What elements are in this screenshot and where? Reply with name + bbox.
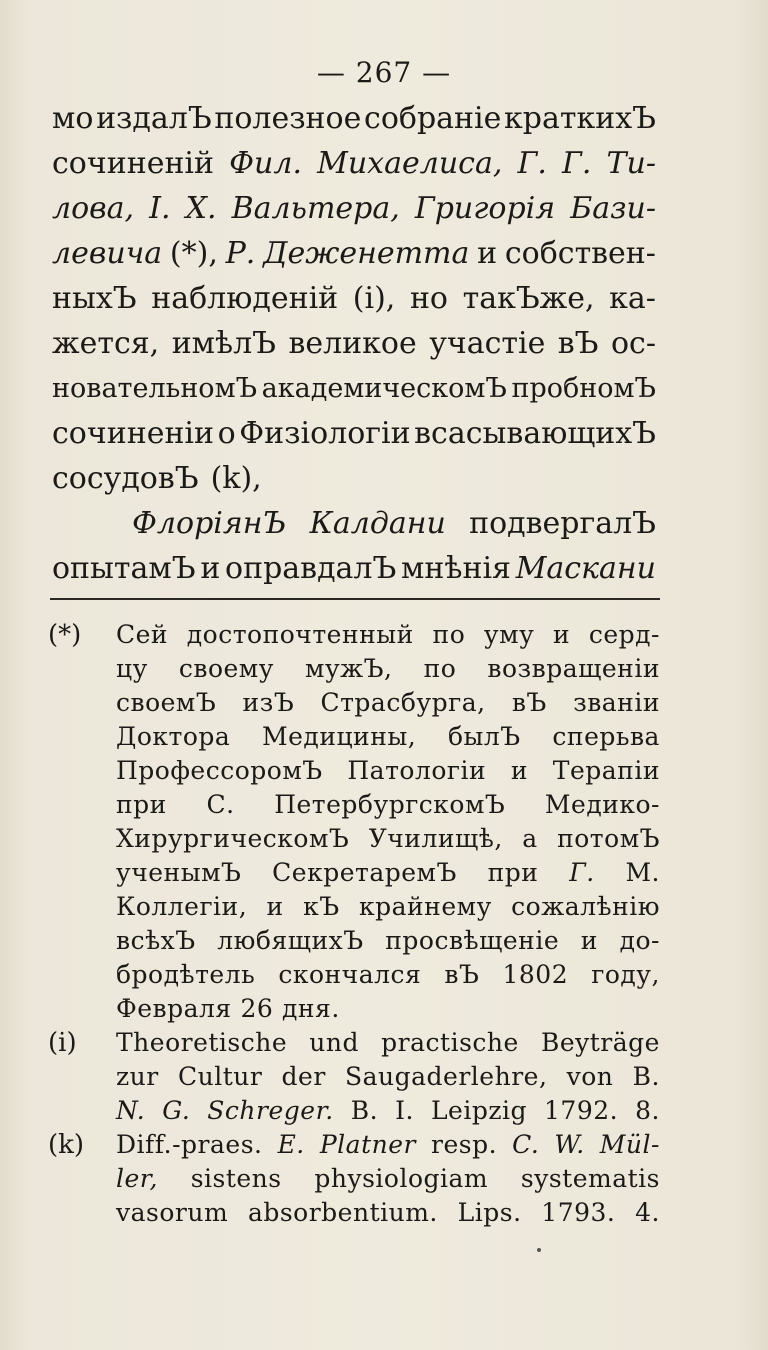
word: сожалѣнію — [511, 892, 660, 921]
word: Страсбурга, — [320, 688, 486, 717]
word: Григорія — [414, 191, 556, 226]
word: новательномЪ — [52, 373, 258, 404]
word: по — [432, 620, 466, 649]
word: подвергалЪ — [469, 506, 656, 541]
word: zur — [116, 1062, 159, 1091]
word: Калдани — [309, 506, 446, 541]
word: Ти- — [606, 146, 656, 181]
word: имѣлЪ — [171, 326, 276, 361]
word: потомЪ — [557, 824, 660, 853]
word: (i), — [352, 281, 396, 316]
word: W. — [554, 1130, 585, 1159]
word: von — [566, 1062, 614, 1091]
word: и — [510, 756, 529, 785]
text-line — [52, 141, 656, 186]
main-text — [52, 96, 656, 591]
word: своему — [178, 654, 274, 683]
word: Saugaderlehre, — [345, 1062, 548, 1091]
word: physiologiam — [314, 1164, 489, 1193]
text-line — [52, 501, 656, 546]
word: дня. — [282, 994, 340, 1023]
word: сочиненіи — [52, 416, 215, 451]
word: наблюденій — [151, 281, 339, 316]
word: и — [200, 551, 221, 586]
word: скончался — [278, 960, 422, 989]
word: по — [423, 654, 457, 683]
word: B. — [350, 1096, 379, 1125]
word: всасывающихЪ — [414, 416, 656, 451]
word: Февраля — [116, 994, 232, 1023]
word: такЪже, — [462, 281, 595, 316]
word: ка- — [609, 281, 656, 316]
word: до- — [619, 926, 660, 955]
word: ПрофессоромЪ — [116, 756, 323, 785]
word: просвѣщеніе — [385, 926, 560, 955]
page-number: — 267 — — [316, 56, 452, 89]
footnote-line — [116, 856, 660, 890]
word: vasorum — [116, 1198, 229, 1227]
word: кЪ — [303, 892, 340, 921]
word: ныхЪ — [52, 281, 137, 316]
word: сосудовЪ — [52, 461, 199, 496]
word: и — [477, 236, 498, 271]
word: sistens — [190, 1164, 282, 1193]
footnote-line — [116, 1026, 660, 1060]
footnote-line — [116, 1128, 660, 1162]
footnote-mark: (i) — [48, 1028, 77, 1058]
word: цу — [116, 654, 148, 683]
word: ПетербургскомЪ — [274, 790, 506, 819]
word: полезное — [214, 101, 362, 136]
word: Физіологіи — [239, 416, 411, 451]
word: крайнему — [358, 892, 492, 921]
word: 4. — [635, 1198, 660, 1227]
text-line — [52, 546, 656, 591]
word: мо — [52, 101, 94, 136]
text-line — [52, 411, 656, 456]
word: вЪ — [511, 688, 547, 717]
footnote-line — [116, 890, 660, 924]
word: СекретаремЪ — [272, 858, 457, 887]
word: жется, — [52, 326, 160, 361]
word: сперьва — [552, 722, 660, 751]
word: 1793. — [541, 1198, 616, 1227]
word: I. — [395, 1096, 414, 1125]
word: Терапіи — [552, 756, 660, 785]
footnote-line — [116, 1094, 660, 1128]
word: 1802 — [502, 960, 569, 989]
word: собствен- — [504, 236, 656, 271]
footnote-line — [116, 958, 660, 992]
word: о — [217, 416, 236, 451]
word: Platner — [319, 1130, 416, 1159]
word: изЪ — [242, 688, 295, 717]
word: Деженетта — [263, 236, 470, 271]
word: лова, — [52, 191, 135, 226]
word: краткихЪ — [504, 101, 656, 136]
word: ФлоріянЪ — [132, 506, 287, 541]
footnote-mark: (*) — [48, 620, 82, 650]
word: (k), — [210, 461, 262, 496]
footnote-line — [116, 686, 660, 720]
word: Г. — [562, 146, 592, 181]
word: любящихЪ — [217, 926, 364, 955]
word: Schreger. — [207, 1096, 334, 1125]
word: ler, — [116, 1164, 158, 1193]
footnote-body — [116, 618, 660, 1026]
word: былЪ — [447, 722, 521, 751]
word: Г. — [569, 858, 595, 887]
word: году, — [591, 960, 660, 989]
word: ос- — [611, 326, 656, 361]
footnote-line — [116, 652, 660, 686]
word: und — [309, 1028, 360, 1057]
word: мнѣнія — [401, 551, 511, 586]
footnote-mark: (k) — [48, 1130, 85, 1160]
word: издалЪ — [96, 101, 212, 136]
word: Х. — [185, 191, 217, 226]
word: сочиненій — [52, 146, 215, 181]
footnote-line — [116, 754, 660, 788]
word: вЪ — [557, 326, 599, 361]
word: B. — [632, 1062, 660, 1091]
text-line — [52, 186, 656, 231]
word: ученымЪ — [116, 858, 242, 887]
word: при — [116, 790, 167, 819]
word: Lips. — [457, 1198, 522, 1227]
word: absorbentium. — [247, 1198, 438, 1227]
footnote-line — [116, 1196, 660, 1230]
footnote-line — [116, 822, 660, 856]
word: М. — [625, 858, 660, 887]
word: и — [266, 892, 284, 921]
word: бродѣтель — [116, 960, 256, 989]
word: der — [281, 1062, 326, 1091]
word: Leipzig — [430, 1096, 528, 1125]
footnote-line — [116, 788, 660, 822]
footnote-line — [116, 1060, 660, 1094]
word: 26 — [240, 994, 274, 1023]
word: собраніе — [364, 101, 502, 136]
footnote-body — [116, 1026, 660, 1128]
text-line — [52, 96, 656, 141]
word: Коллегіи, — [116, 892, 248, 921]
word: Г. — [517, 146, 547, 181]
word: мужЪ, — [305, 654, 393, 683]
word: уму — [483, 620, 535, 649]
word: всѣхЪ — [116, 926, 196, 955]
word: Вальтера, — [231, 191, 400, 226]
word: Бази- — [570, 191, 656, 226]
word: practische — [381, 1028, 519, 1057]
word: І. — [149, 191, 171, 226]
word: 8. — [635, 1096, 660, 1125]
word: Училищѣ, — [368, 824, 503, 853]
word: Diff.-praes. — [116, 1130, 263, 1159]
word: N. — [116, 1096, 146, 1125]
word: Михаелиса, — [317, 146, 503, 181]
footnote-line — [116, 992, 660, 1026]
word: Beyträge — [540, 1028, 660, 1057]
footnote-line — [116, 924, 660, 958]
word: возвращеніи — [487, 654, 660, 683]
word: своемЪ — [116, 688, 217, 717]
word: Р. — [225, 236, 256, 271]
word: великое — [288, 326, 417, 361]
word: E. — [277, 1130, 305, 1159]
text-line — [52, 276, 656, 321]
word: Патологіи — [347, 756, 487, 785]
text-line — [52, 366, 656, 411]
word: опытамЪ — [52, 551, 196, 586]
word: ХирургическомЪ — [116, 824, 350, 853]
footnote-line — [116, 720, 660, 754]
word: C. — [512, 1130, 540, 1159]
footnote-k — [48, 1128, 660, 1230]
text-line — [52, 321, 656, 366]
word: 1792. — [544, 1096, 619, 1125]
word: Доктора — [116, 722, 231, 751]
word: systematis — [520, 1164, 660, 1193]
footnote-body — [116, 1128, 660, 1230]
word: левича — [52, 236, 163, 271]
word: а — [522, 824, 538, 853]
word: Маскани — [515, 551, 656, 586]
word: вЪ — [444, 960, 480, 989]
footnote-divider — [50, 598, 660, 600]
word: Сей — [116, 620, 169, 649]
footnote-line — [116, 618, 660, 652]
word: (*), — [169, 236, 218, 271]
footnote-star — [48, 618, 660, 1026]
word: Theoretische — [116, 1028, 288, 1057]
word: С. — [206, 790, 235, 819]
word: оправдалЪ — [225, 551, 397, 586]
word: Cultur — [177, 1062, 263, 1091]
word: серд- — [588, 620, 660, 649]
word: но — [409, 281, 448, 316]
footnote-line — [116, 1162, 660, 1196]
word: при — [487, 858, 539, 887]
text-line — [52, 456, 656, 501]
word: G. — [162, 1096, 191, 1125]
word: Медицины, — [262, 722, 417, 751]
word: и — [552, 620, 571, 649]
word: званіи — [573, 688, 660, 717]
word: и — [580, 926, 598, 955]
footnote-i — [48, 1026, 660, 1128]
word: достопочтенный — [186, 620, 414, 649]
word: resp. — [431, 1130, 498, 1159]
word: Mül- — [599, 1130, 660, 1159]
text-line — [52, 231, 656, 276]
footnotes — [48, 618, 660, 1230]
word: участіе — [429, 326, 546, 361]
word: Медико- — [544, 790, 660, 819]
paper-speck — [537, 1248, 541, 1252]
word: пробномЪ — [511, 373, 656, 404]
word: академическомЪ — [261, 373, 507, 404]
word: Фил. — [229, 146, 303, 181]
